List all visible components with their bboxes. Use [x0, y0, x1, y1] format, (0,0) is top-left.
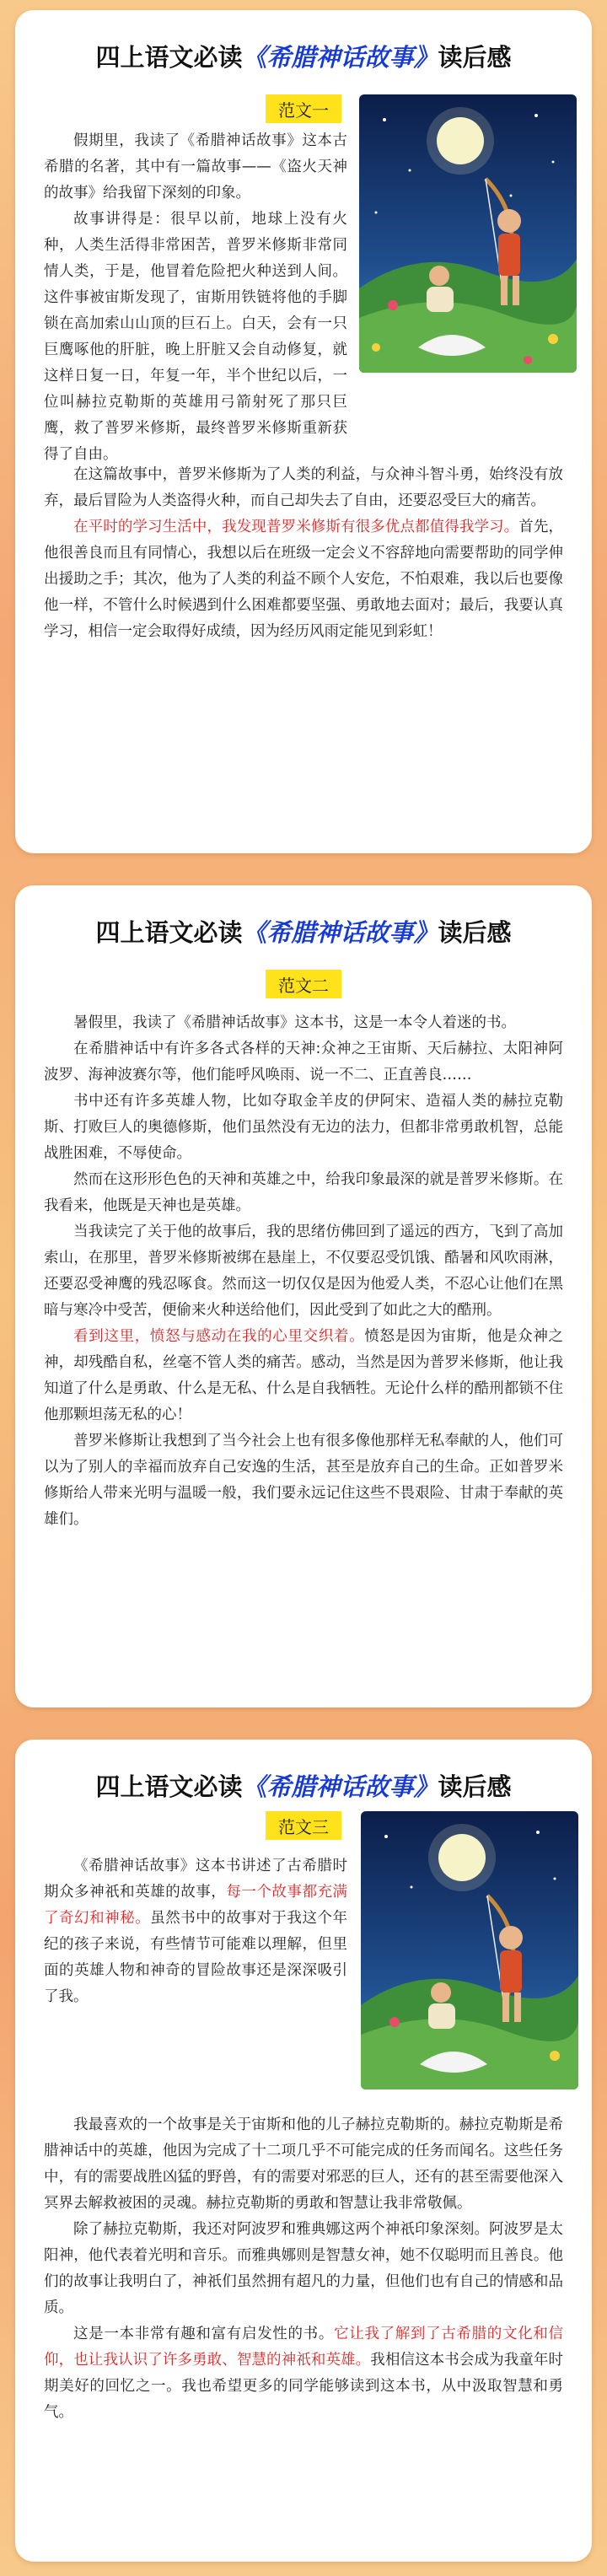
title-prefix: 四上语文必读 [95, 43, 243, 72]
essay-badge: 范文一 [266, 94, 341, 123]
paragraph: 书中还有许多英雄人物，比如夺取金羊皮的伊阿宋、造福人类的赫拉克勒斯、打败巨人的奥德修斯，他们虽然没有无边的法力，但都非常勇敢机智，总能战胜困难，不辱使命。 [44, 1093, 563, 1162]
book-title: 《希腊神话故事》 [242, 918, 438, 947]
paragraph [44, 1853, 347, 2010]
essay-card-2 [15, 885, 592, 1707]
essay-body [44, 128, 563, 468]
essay-body [44, 1010, 563, 1533]
highlight-text: 在平时的学习生活中，我发现普罗米修斯有很多优点都值得我学习。 [73, 519, 519, 535]
essay-badge: 范文三 [266, 1811, 341, 1840]
paragraph: 在希腊神话中有许多各式各样的天神:众神之王宙斯、天后赫拉、太阳神阿波罗、海神波赛尔等，他们能呼风唤雨、说一不二、正直善良…… [44, 1041, 563, 1084]
essay-title [15, 39, 592, 73]
paragraph-text: 故事讲得是：很早以前，地球上没有火种，人类生活得非常困苦，普罗米修斯非常同情人类，于是，他冒着危险把火种送到人间。这件事被宙斯发现了，宙斯用铁链将他的手脚锁在高加索山山顶的巨石上。白天，会有一只巨鹰啄他的肝脏，晚上肝脏又会自动修复，就这样日复一日，年复一年，半个世纪以后，一位叫赫拉克勒斯的英雄用弓箭射死了那只巨鹰，救了普罗米修斯，最终普罗米修斯重新获得了自由。 [44, 211, 347, 463]
paragraph: 暑假里，我读了《希腊神话故事》这本书，这是一本令人着迷的书。 [73, 1014, 516, 1031]
title-suffix: 读后感 [438, 918, 512, 947]
title-prefix: 四上语文必读 [95, 1772, 243, 1801]
essay-card-1 [15, 10, 592, 853]
paragraph [44, 1324, 563, 1428]
title-suffix: 读后感 [438, 1772, 512, 1801]
paragraph-text: 愤怒是因为宙斯，他是众神之神，却残酷自私，丝毫不管人类的痛苦。感动，当然是因为普罗米修斯，他让我知道了什么是勇敢、什么是无私、什么是自我牺牲。无论什么样的酷刑都锁不住他那颗坦荡无私的心！ [44, 1328, 564, 1423]
essay-body [44, 1853, 563, 2010]
highlight-text: 看到这里，愤怒与感动在我的心里交织着。 [73, 1328, 365, 1345]
paragraph: 然而在这形形色色的天神和英雄之中，给我印象最深的就是普罗米修斯。在我看来，他既是天神也是英雄。 [44, 1171, 563, 1214]
essay-badge: 范文二 [266, 970, 341, 998]
highlight-text: 它让我了解到了古希腊的文化和信仰，也让我认识了许多勇敢、智慧的神祇和英雄。 [44, 2326, 563, 2369]
book-title: 《希腊神话故事》 [242, 1772, 438, 1801]
paragraph: 我最喜欢的一个故事是关于宙斯和他的儿子赫拉克勒斯的。赫拉克勒斯是希腊神话中的英雄，他因为完成了十二项几乎不可能完成的任务而闻名。这些任务中，有的需要战胜凶猛的野兽，有的需要对邪恶的巨人，还有的甚至需要他深入冥界去解救被困的灵魂。赫拉克勒斯的勇敢和智慧让我非常敬佩。 [44, 2116, 563, 2212]
paragraph: 除了赫拉克勒斯，我还对阿波罗和雅典娜这两个神祇印象深刻。阿波罗是太阳神，他代表着光明和音乐。而雅典娜则是智慧女神，她不仅聪明而且善良。他们的故事让我明白了，神祇们虽然拥有超凡的力量，但他们也有自己的情感和品质。 [44, 2221, 563, 2316]
paragraph: 在这篇故事中，普罗米修斯为了人类的利益，与众神斗智斗勇，始终没有放弃，最后冒险为人类盗得火种，而自己却失去了自由，还要忍受巨大的痛苦。 [44, 466, 563, 509]
paragraph: 当我读完了关于他的故事后，我的思绪仿佛回到了遥远的西方，飞到了高加索山，在那里，普罗米修斯被绑在悬崖上，不仅要忍受饥饿、酷暑和风吹雨淋，还要忍受神鹰的残忍啄食。然而这一切仅仅是因为他爱人类，不忍心让他们在黑暗与寒冷中受苦，便偷来火种送给他们，因此受到了如此之大的酷刑。 [44, 1223, 563, 1319]
essay-body-continued [44, 2112, 563, 2426]
essay-title [15, 914, 592, 949]
paragraph-text: 我相信这本书会成为我童年时期美好的回忆之一。我也希望更多的同学能够读到这本书，从中汲取智慧和勇气。 [44, 2352, 564, 2421]
paragraph [44, 2321, 563, 2426]
paragraph: 普罗米修斯让我想到了当今社会上也有很多像他那样无私奉献的人，他们可以为了别人的幸福而放弃自己安逸的生活，甚至是放弃自己的生命。正如普罗米修斯给人带来光明与温暖一般，我们要永远记住这些不畏艰险、甘肃于奉献的英雄们。 [44, 1433, 563, 1528]
title-suffix: 读后感 [438, 43, 512, 72]
paragraph: 假期里，我读了《希腊神话故事》这本古希腊的名著，其中有一篇故事——《盗火天神的故事》给我留下深刻的印象。 [44, 132, 347, 202]
essay-body-continued [44, 462, 563, 645]
paragraph [44, 207, 347, 468]
paragraph-text: 虽然书中的故事对于我这个年纪的孩子来说，有些情节可能难以理解，但里面的英雄人物和神奇的冒险故事还是深深吸引了我。 [44, 1910, 348, 2005]
highlight-text: 每一个故事都充满了奇幻和神秘。 [44, 1884, 348, 1927]
essay-title [15, 1768, 592, 1803]
paragraph-text: 《希腊神话故事》这本书讲述了古希腊时期众多神祇和英雄的故事， [44, 1858, 347, 1901]
paragraph-text: 这是一本非常有趣和富有启发性的书。 [73, 2326, 335, 2342]
book-title: 《希腊神话故事》 [242, 43, 438, 72]
paragraph [44, 514, 563, 645]
paragraph-text: 首先，他很善良而且有同情心，我想以后在班级一定会义不容辞地向需要帮助的同学伸出援助之手；其次，他为了人类的利益不顾个人安危，不怕艰难，我以后也要像他一样，不管什么时候遇到什么困难都要坚强、勇敢地去面对；最后，我要认真学习，相信一定会取得好成绩，因为经历风雨定能见到彩虹！ [44, 519, 563, 640]
title-prefix: 四上语文必读 [95, 918, 243, 947]
